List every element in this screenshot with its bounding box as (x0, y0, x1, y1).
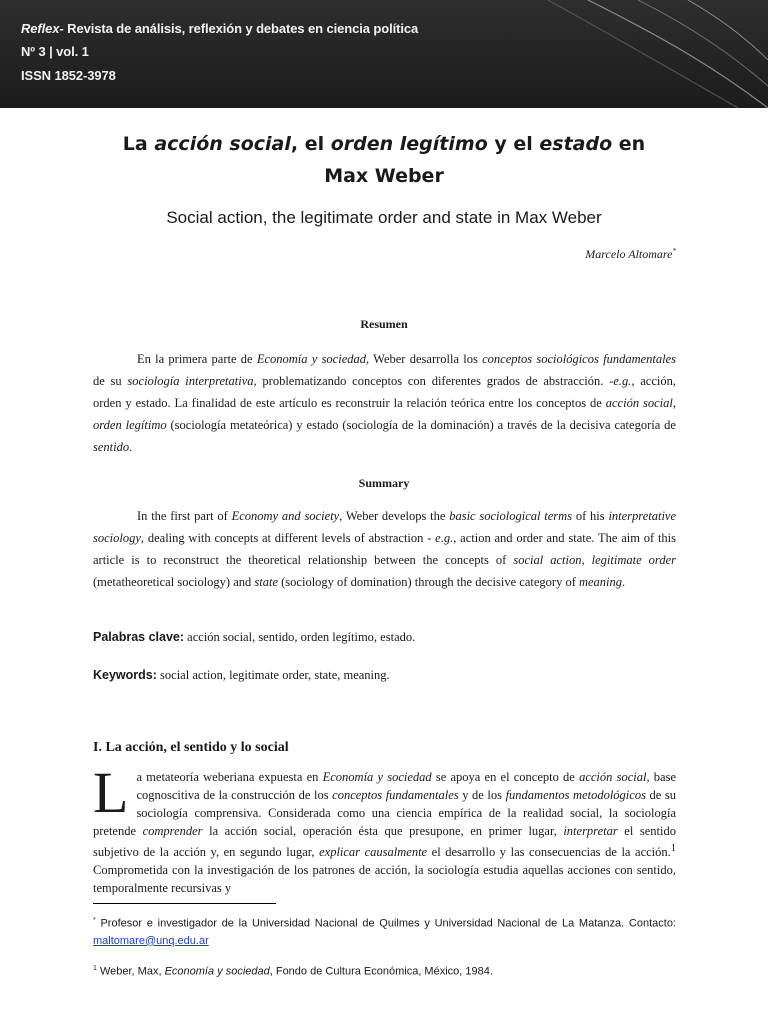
contact-email-link[interactable]: maltomare@unq.edu.ar (93, 934, 209, 947)
issue-number: Nº 3 | vol. 1 (21, 44, 89, 59)
resumen-heading: Resumen (360, 317, 408, 331)
section-heading: I. La acción, el sentido y lo social (93, 740, 289, 755)
journal-title: Reflex- Revista de análisis, reflexión y debates en ciencia política (21, 21, 419, 36)
article-subtitle: Social action, the legitimate order and state in Max Weber (166, 208, 602, 227)
footnote-ref: 1 (670, 843, 676, 854)
resumen-text: En la primera parte de Economía y sociedad, Weber desarrolla los conceptos sociológicos fundamentales de su sociología interpretativa, problematizando conceptos con diferentes grados de abstracción. -e.g., acción, orden y estado. La finalidad de este artículo es reconstruir la relación teórica entre los conceptos de acción social, orden legítimo (sociología metateórica) y estado (sociología de la dominación) a través de la decisiva categoría de sentido. (93, 352, 676, 454)
issn: ISSN 1852-3978 (21, 68, 116, 83)
article-title: La acción social, el orden legítimo y el estado en Max Weber (122, 133, 646, 187)
drop-cap: L (93, 760, 129, 825)
journal-header (0, 0, 768, 108)
keywords: Keywords: social action, legitimate order, state, meaning. (93, 668, 390, 682)
palabras-clave: Palabras clave: acción social, sentido, orden legítimo, estado. (93, 630, 416, 644)
footnote-1: $^1$ Weber, Max, Economía y sociedad, Fondo de Cultura Económica, México, 1984. (93, 965, 493, 978)
section-body: La metateoría weberiana expuesta en Economía y sociedad se apoya en el concepto de acción social, base cognoscitiva de la construcción de los conceptos fundamentales y de los fundamentos metodológicos de su sociología comprensiva. Considerada como una ciencia empírica de la realidad social, la sociología pretende comprender la acción social, operación ésta que presupone, en primer lugar, interpretar el sentido subjetivo de la acción y, en segundo lugar, explicar causalmente el desarrollo y las consecuencias de la acción.$^1$ Comprometida con la investigación de los patrones de acción, la sociología estudia aquellas acciones con sentido, temporalmente recursivas y (93, 760, 677, 896)
summary-text: In the first part of Economy and society, Weber develops the basic sociological terms of his interpretative sociology, dealing with concepts at different levels of abstraction - e.g., action and order and state. The aim of this article is to reconstruct the theoretical relationship between the concepts of social action, legitimate order (metatheoretical sociology) and state (sociology of domination) through the decisive category of meaning. (93, 509, 677, 589)
author: Marcelo Altomare* (585, 247, 676, 261)
summary-heading: Summary (358, 476, 410, 490)
footnote-divider (93, 903, 276, 904)
footnote-author: * Profesor e investigador de la Universidad Nacional de Quilmes y Universidad Nacional de La Matanza. Contacto: maltomare@unq.edu.ar (93, 917, 676, 947)
decorative-curves (468, 0, 768, 108)
